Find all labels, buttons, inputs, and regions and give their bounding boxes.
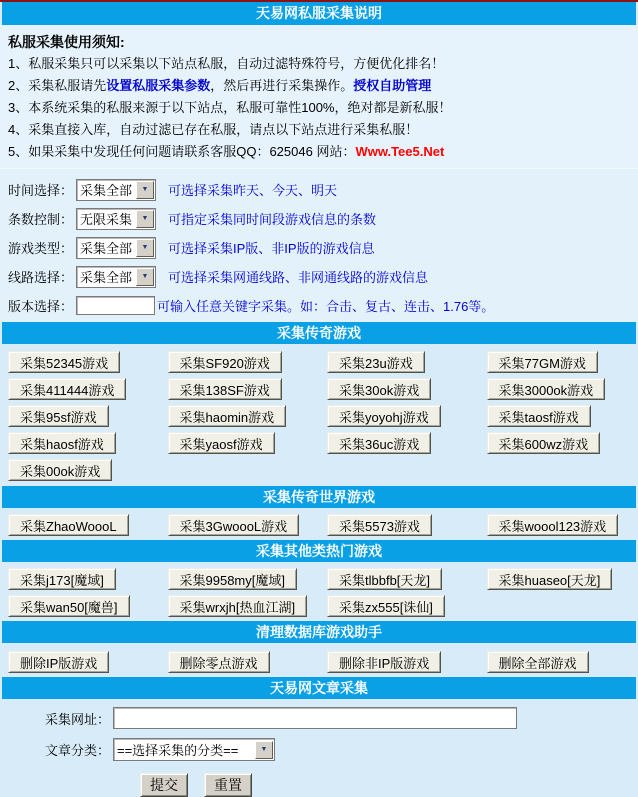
chevron-down-icon[interactable]: ▼ [136,239,154,257]
collect-button[interactable]: 采集zx555[诛仙] [327,595,445,617]
collect-button[interactable]: 采集yaosf游戏 [168,432,275,454]
filter-row-count [0,204,638,233]
collect-button[interactable]: 采集huaseo[天龙] [487,568,613,590]
notice-line-1: 1、私服采集只可以采集以下站点私服，自动过滤特殊符号，方便优化排名！ [8,56,445,71]
article-url-row [0,707,638,729]
collect-button[interactable]: 采集3000ok游戏 [487,378,606,400]
line-hint: 可选择采集网通线路、非网通线路的游戏信息 [168,270,429,285]
notice-line-2-text: 2、采集私服请先 [8,78,107,93]
version-label: 版本选择： [8,299,74,314]
collect-button[interactable]: 采集52345游戏 [8,351,120,373]
cleanup-button-grid [0,643,638,677]
collect-button[interactable]: 采集23u游戏 [327,351,425,373]
version-input[interactable] [76,296,155,315]
collect-button[interactable]: 采集00ok游戏 [8,459,112,481]
delete-button[interactable]: 删除零点游戏 [168,651,270,673]
notice-line-3: 3、本系统采集的私服来源于以下站点，私服可靠性100%，绝对都是新私服！ [8,100,452,115]
gametype-select-value: 采集全部 [80,241,133,256]
submit-button[interactable]: 提交 [140,773,188,797]
section-header-woool: 采集传奇世界游戏 [2,486,636,508]
chevron-down-icon[interactable]: ▼ [136,268,154,286]
collect-button[interactable]: 采集5573游戏 [327,514,432,536]
delete-button[interactable]: 删除IP版游戏 [8,651,109,673]
delete-button[interactable]: 删除非IP版游戏 [327,651,441,673]
notice-heading: 私服采集使用须知: [8,34,125,50]
gametype-label: 游戏类型： [8,241,74,256]
collect-button[interactable]: 采集taosf游戏 [487,405,591,427]
chevron-down-icon[interactable]: ▼ [136,181,154,199]
gametype-select[interactable] [76,237,156,259]
article-form [0,699,638,797]
line-select[interactable] [76,266,156,288]
collect-button[interactable]: 采集600wz游戏 [487,432,601,454]
delete-button[interactable]: 删除全部游戏 [487,651,589,673]
section-header-article: 天易网文章采集 [2,677,636,699]
collect-button[interactable]: 采集77GM游戏 [487,351,598,373]
time-label: 时间选择： [8,183,74,198]
self-manage-link[interactable]: 授权自助管理 [353,78,432,93]
collect-button[interactable]: 采集36uc游戏 [327,432,431,454]
section-header-cleanup: 清理数据库游戏助手 [2,621,636,643]
article-actions-row [0,773,638,797]
category-label: 文章分类： [45,743,111,758]
collect-button[interactable]: 采集95sf游戏 [8,405,109,427]
notice-line-2 [8,75,630,97]
notice-line-5 [8,141,630,163]
collect-button[interactable]: 采集yoyohj游戏 [327,405,441,427]
gametype-hint: 可选择采集IP版、非IP版的游戏信息 [168,241,375,256]
chevron-down-icon[interactable]: ▼ [255,741,273,759]
version-hint: 可输入任意关键字采集。如：合击、复古、连击、1.76等。 [157,299,495,314]
collect-button[interactable]: 采集3GwoooL游戏 [168,514,300,536]
collect-button[interactable]: 采集wrxjh[热血江湖] [168,595,308,617]
line-select-value: 采集全部 [80,270,133,285]
count-select[interactable] [76,208,156,230]
chevron-down-icon[interactable]: ▼ [136,210,154,228]
url-label: 采集网址： [45,711,111,727]
time-select[interactable] [76,179,156,201]
filter-row-version [0,291,638,320]
notice-section [0,25,638,168]
collect-button[interactable]: 采集haosf游戏 [8,432,116,454]
collect-button[interactable]: 采集138SF游戏 [168,378,282,400]
time-select-value: 采集全部 [80,183,133,198]
notice-line-4: 4、采集直接入库，自动过滤已存在私服，请点以下站点进行采集私服！ [8,122,419,137]
collect-button[interactable]: 采集j173[魔域] [8,568,116,590]
line-label: 线路选择： [8,270,74,285]
reset-button[interactable]: 重置 [204,773,252,797]
collect-button[interactable]: 采集tlbbfb[天龙] [327,568,442,590]
notice-line-2-mid: ，然后再进行采集操作。 [210,78,354,93]
count-hint: 可指定采集同时间段游戏信息的条数 [168,212,377,227]
article-category-row [0,738,638,761]
page-title: 天易网私服采集说明 [2,2,636,25]
notice-line-5-text: 5、如果采集中发现任何问题请联系客服QQ：625046 网站： [8,144,356,159]
filter-row-gametype [0,233,638,262]
collect-button[interactable]: 采集SF920游戏 [168,351,282,373]
count-label: 条数控制： [8,212,74,227]
legend-button-grid [0,344,638,486]
collect-button[interactable]: 采集wan50[魔兽] [8,595,130,617]
website-link[interactable]: Www.Tee5.Net [355,144,445,159]
collect-button[interactable]: 采集30ok游戏 [327,378,431,400]
filter-row-time [0,175,638,204]
filter-row-line [0,262,638,291]
collect-button[interactable]: 采集9958my[魔域] [168,568,297,590]
woool-button-grid [0,508,638,540]
set-params-link[interactable]: 设置私服采集参数 [106,78,211,93]
category-select[interactable] [113,738,275,761]
section-header-legend: 采集传奇游戏 [2,322,636,344]
count-select-value: 无限采集 [80,212,133,227]
collect-button[interactable]: 采集haomin游戏 [168,405,287,427]
filter-form [0,168,638,322]
collect-button[interactable]: 采集411444游戏 [8,378,126,400]
collect-button[interactable]: 采集ZhaoWoooL [8,514,129,536]
others-button-grid [0,562,638,621]
time-hint: 可选择采集昨天、今天、明天 [168,183,338,198]
url-input[interactable] [113,707,517,729]
collect-button[interactable]: 采集woool123游戏 [487,514,619,536]
section-header-others: 采集其他类热门游戏 [2,540,636,562]
category-select-value: ==选择采集的分类== [117,743,239,758]
